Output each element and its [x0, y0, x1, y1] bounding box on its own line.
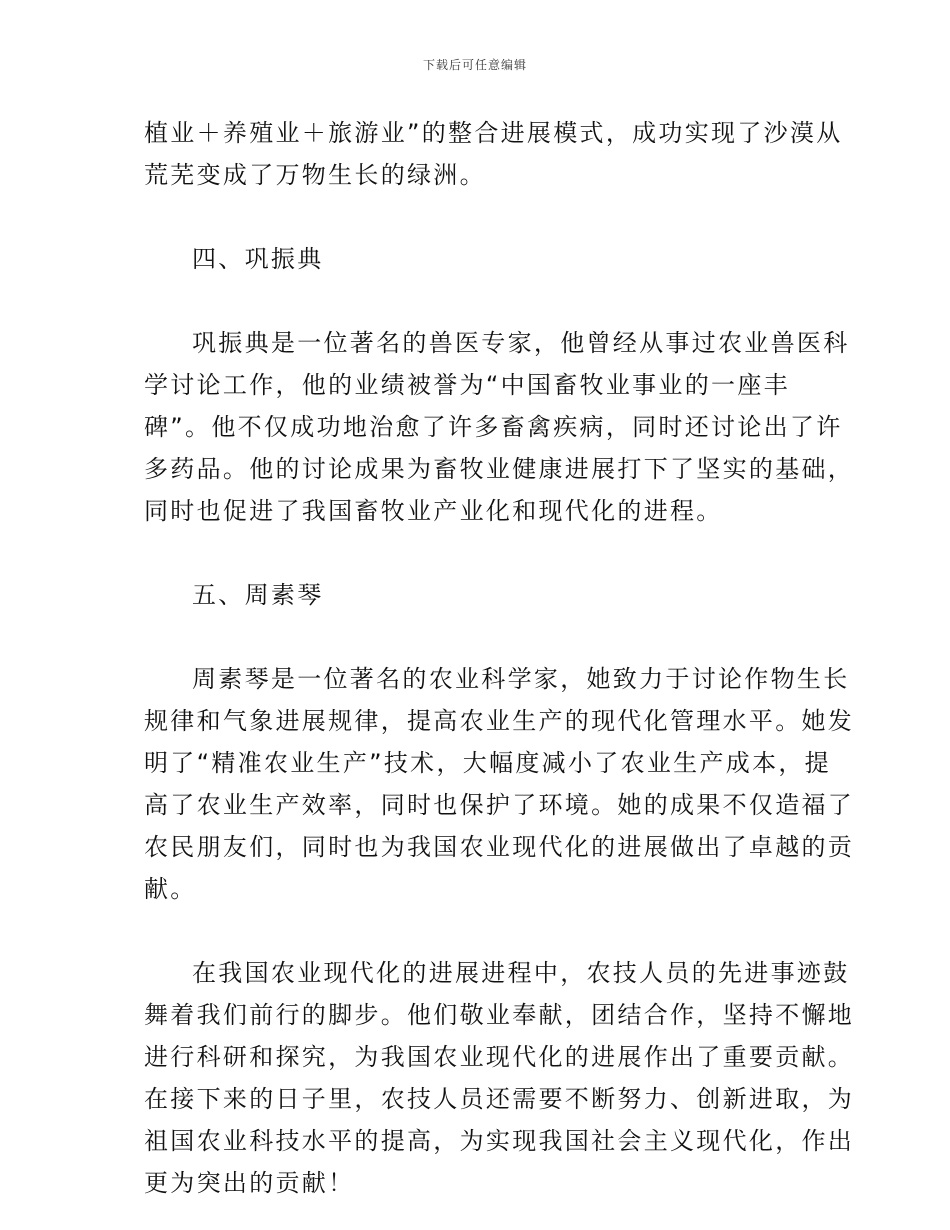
paragraph-line: 舞着我们前行的脚步。他们敬业奉献，团结合作，坚持不懈地 [144, 1001, 855, 1029]
paragraph-line: 更为突出的贡献！ [144, 1169, 355, 1197]
section-heading: 五、周素琴 [192, 581, 324, 609]
paragraph-line: 祖国农业科技水平的提高，为实现我国社会主义现代化，作出 [144, 1127, 855, 1155]
paragraph-line: 农民朋友们，同时也为我国农业现代化的进展做出了卓越的贡 [144, 833, 855, 861]
paragraph-line: 进行科研和探究，为我国农业现代化的进展作出了重要贡献。 [144, 1043, 855, 1071]
paragraph-line: 在我国农业现代化的进展进程中，农技人员的先进事迹鼓 [192, 959, 850, 987]
paragraph-line: 荒芜变成了万物生长的绿洲。 [144, 161, 486, 189]
paragraph-line: 在接下来的日子里，农技人员还需要不断努力、创新进取，为 [144, 1085, 855, 1113]
paragraph-line: 规律和气象进展规律，提高农业生产的现代化管理水平。她发 [144, 707, 855, 735]
page-header: 下载后可任意编辑 [422, 58, 527, 72]
paragraph-line: 高了农业生产效率，同时也保护了环境。她的成果不仅造福了 [144, 791, 855, 819]
paragraph-line: 同时也促进了我国畜牧业产业化和现代化的进程。 [144, 497, 723, 525]
paragraph-line: 植业＋养殖业＋旅游业”的整合进展模式，成功实现了沙漠从 [144, 119, 843, 147]
paragraph-line: 多药品。他的讨论成果为畜牧业健康进展打下了坚实的基础， [144, 455, 855, 483]
paragraph-line: 学讨论工作，他的业绩被誉为“中国畜牧业事业的一座丰 [144, 371, 790, 399]
section-heading: 四、巩振典 [192, 245, 324, 273]
paragraph-line: 周素琴是一位著名的农业科学家，她致力于讨论作物生长 [192, 665, 850, 693]
paragraph-line: 献。 [144, 875, 197, 903]
paragraph-line: 明了“精准农业生产”技术，大幅度减小了农业生产成本，提 [144, 749, 831, 777]
paragraph-line: 碑”。他不仅成功地治愈了许多畜禽疾病，同时还讨论出了许 [144, 413, 843, 441]
document-body [144, 112, 855, 1204]
paragraph-line: 巩振典是一位著名的兽医专家，他曾经从事过农业兽医科 [192, 329, 850, 357]
